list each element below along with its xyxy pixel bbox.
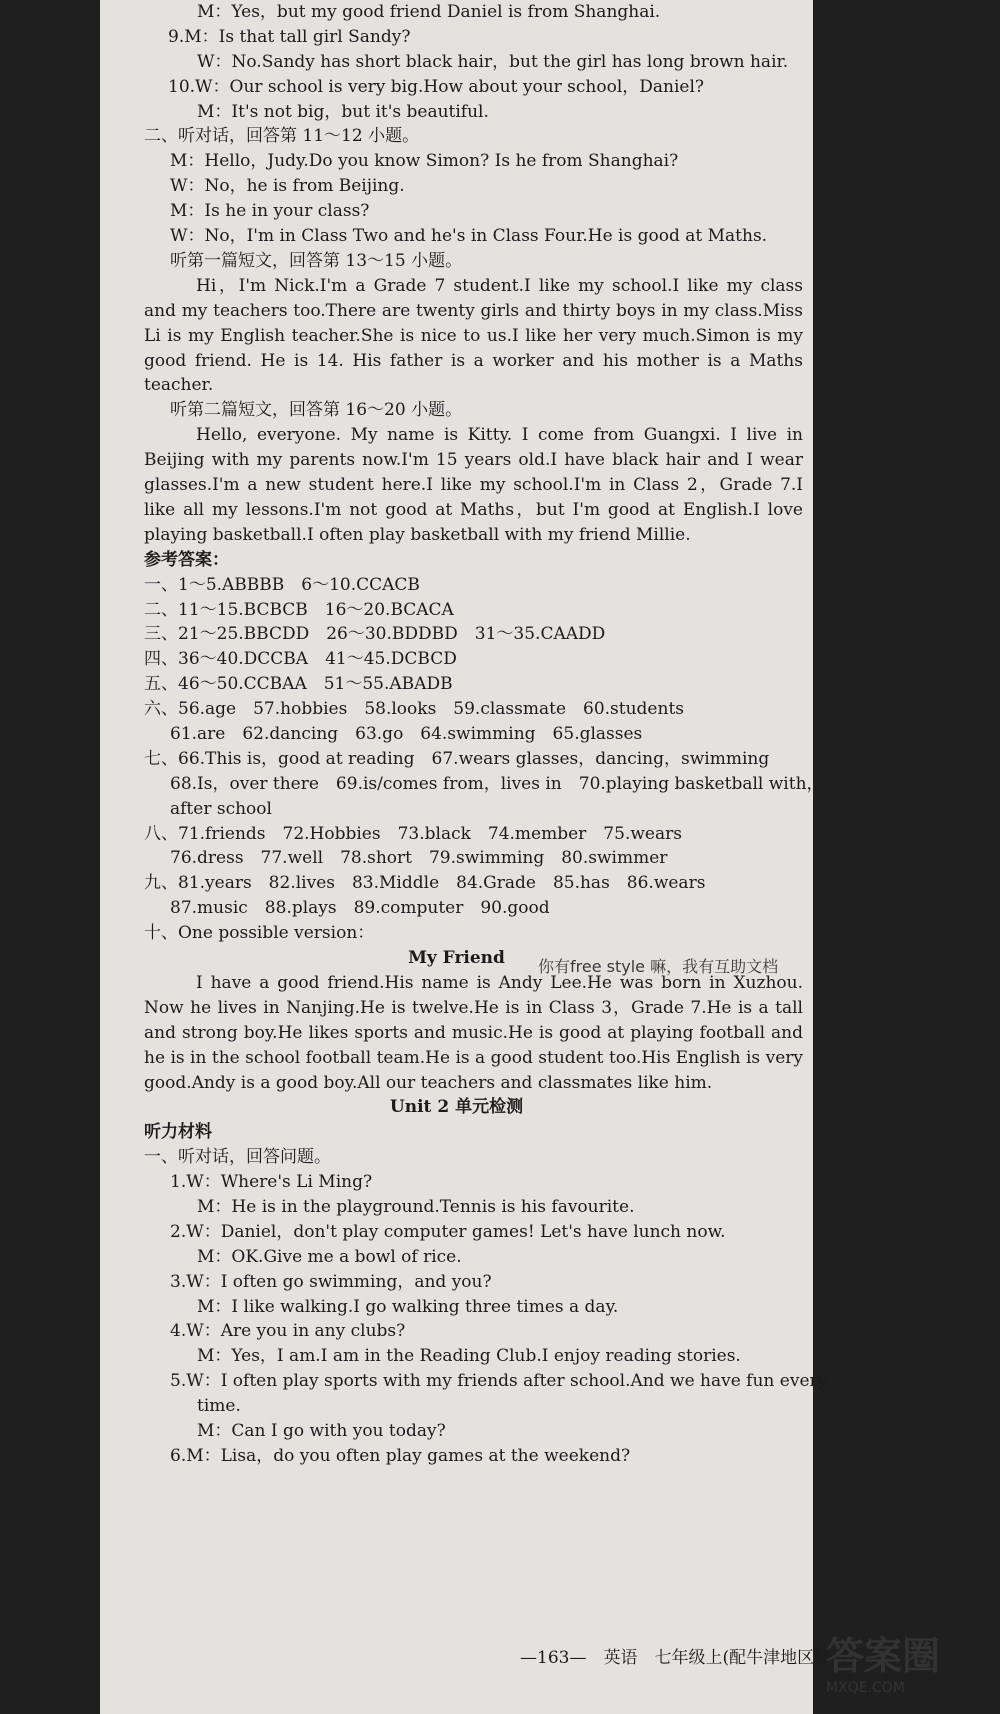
answers-heading: 参考答案：: [144, 549, 229, 570]
text-line: M：Is he in your class?: [170, 201, 370, 222]
text-line: W：No，he is from Beijing.: [170, 176, 405, 197]
answer-line: 八、71.friends 72.Hobbies 73.black 74.member 75.wears: [144, 823, 682, 844]
dialogue-line: M：OK.Give me a bowl of rice.: [197, 1246, 462, 1267]
page-content: [100, 0, 828, 1469]
answer-line: 六、56.age 57.hobbies 58.looks 59.classmate 60.students: [144, 699, 684, 720]
text-line: W：No，I'm in Class Two and he's in Class Four.He is good at Maths.: [170, 226, 768, 247]
text-line: M：Hello，Judy.Do you know Simon? Is he from Shanghai?: [170, 151, 679, 172]
corner-watermark: [826, 1625, 996, 1711]
page-footer: —163— 英语 七年级上(配牛津地区使用): [520, 1648, 855, 1668]
dialogue-line: M：He is in the playground.Tennis is his favourite.: [197, 1196, 635, 1217]
passage-2: [100, 423, 813, 548]
section-heading: 听第二篇短文，回答第 16～20 小题。: [170, 400, 463, 421]
dialogue-line: time.: [197, 1396, 241, 1417]
essay: [100, 971, 813, 1096]
passage-2-text: Hello, everyone. My name is Kitty. I come from Guangxi. I live in Beijing with my parents now.I'm 15 years old.I have black hair and I wear glasses.I'm a new student here.I like my school.I'm in Class 2，Grade 7.I like all my lessons.I'm not good at Maths，but I'm good at English.I love playing basketball.I often play basketball with my friend Millie.: [144, 425, 803, 545]
corner-watermark-url: MXQE.COM: [826, 1680, 905, 1696]
dialogue-line: M：Can I go with you today?: [197, 1421, 446, 1441]
answer-line: 一、1～5.ABBBB 6～10.CCACB: [144, 574, 420, 595]
section-heading: 听第一篇短文，回答第 13～15 小题。: [170, 250, 463, 271]
answer-line: 九、81.years 82.lives 83.Middle 84.Grade 85.has 86.wears: [144, 873, 706, 894]
answer-line: 87.music 88.plays 89.computer 90.good: [170, 898, 550, 919]
text-line: M：It's not big，but it's beautiful.: [197, 101, 489, 122]
answer-line: 二、11～15.BCBCB 16～20.BCACA: [144, 599, 454, 620]
passage-1: [100, 274, 813, 399]
unit-title: Unit 2 单元检测: [389, 1097, 524, 1118]
answer-line: 68.Is，over there 69.is/comes from，lives in 70.playing basketball with，: [170, 773, 824, 794]
answer-line: 76.dress 77.well 78.short 79.swimming 80.swimmer: [170, 848, 668, 869]
answer-line: 十、One possible version：: [144, 923, 375, 944]
watermark: [518, 868, 818, 978]
dialogue-line: 1.W：Where's Li Ming?: [170, 1172, 373, 1193]
answer-line: 七、66.This is，good at reading 67.wears glasses，dancing，swimming: [144, 748, 770, 769]
answer-line: after school: [170, 798, 272, 819]
dialogue-line: 5.W：I often play sports with my friends after school.And we have fun every: [170, 1371, 828, 1392]
answer-line: 三、21～25.BBCDD 26～30.BDDBD 31～35.CAADD: [144, 624, 606, 645]
answer-line: 五、46～50.CCBAA 51～55.ABADB: [144, 674, 453, 695]
answer-line: 四、36～40.DCCBA 41～45.DCBCD: [144, 649, 457, 670]
text-line: W：No.Sandy has short black hair，but the girl has long brown hair.: [197, 51, 789, 72]
watermark-text: 你有free style 嘛，我有互助文档: [538, 957, 779, 976]
section-heading: 一、听对话，回答问题。: [144, 1147, 331, 1168]
text-line: 10.W：Our school is very big.How about your school，Daniel?: [168, 76, 705, 97]
document-page: [100, 0, 855, 1714]
text-line: 9.M：Is that tall girl Sandy?: [168, 26, 411, 47]
listening-heading: 听力材料: [144, 1122, 212, 1143]
dialogue-line: M：I like walking.I go walking three times a day.: [197, 1296, 619, 1317]
dialogue-line: 4.W：Are you in any clubs?: [170, 1321, 406, 1342]
dialogue-line: 3.W：I often go swimming，and you?: [170, 1271, 492, 1292]
section-heading: 二、听对话，回答第 11～12 小题。: [144, 126, 420, 147]
passage-1-text: Hi，I'm Nick.I'm a Grade 7 student.I like my school.I like my class and my teachers too.There are twenty girls and thirty boys in my class.Miss Li is my English teacher.She is nice to us.I like her very much.Simon is my good friend. He is 14. His father is a worker and his mother is a Maths teacher.: [144, 275, 803, 396]
essay-title: My Friend: [408, 948, 505, 968]
dialogue-line: M：Yes，I am.I am in the Reading Club.I enjoy reading stories.: [197, 1346, 741, 1367]
dialogue-line: 2.W：Daniel，don't play computer games! Let's have lunch now.: [170, 1221, 726, 1242]
dialogue-line: 6.M：Lisa，do you often play games at the weekend?: [170, 1445, 631, 1466]
text-line: M：Yes，but my good friend Daniel is from Shanghai.: [197, 2, 661, 22]
essay-text: I have a good friend.His name is Andy Lee.He was born in Xuzhou. Now he lives in Nanjing.He is twelve.He is in Class 3，Grade 7.He is a tall and strong boy.He likes sports and music.He is good at playing football and he is in the school football team.He is a good student too.His English is very good.Andy is a good boy.All our teachers and classmates like him.: [144, 972, 803, 1093]
answer-line: 61.are 62.dancing 63.go 64.swimming 65.glasses: [170, 723, 643, 744]
corner-watermark-logo: 答案圈: [826, 1634, 941, 1678]
